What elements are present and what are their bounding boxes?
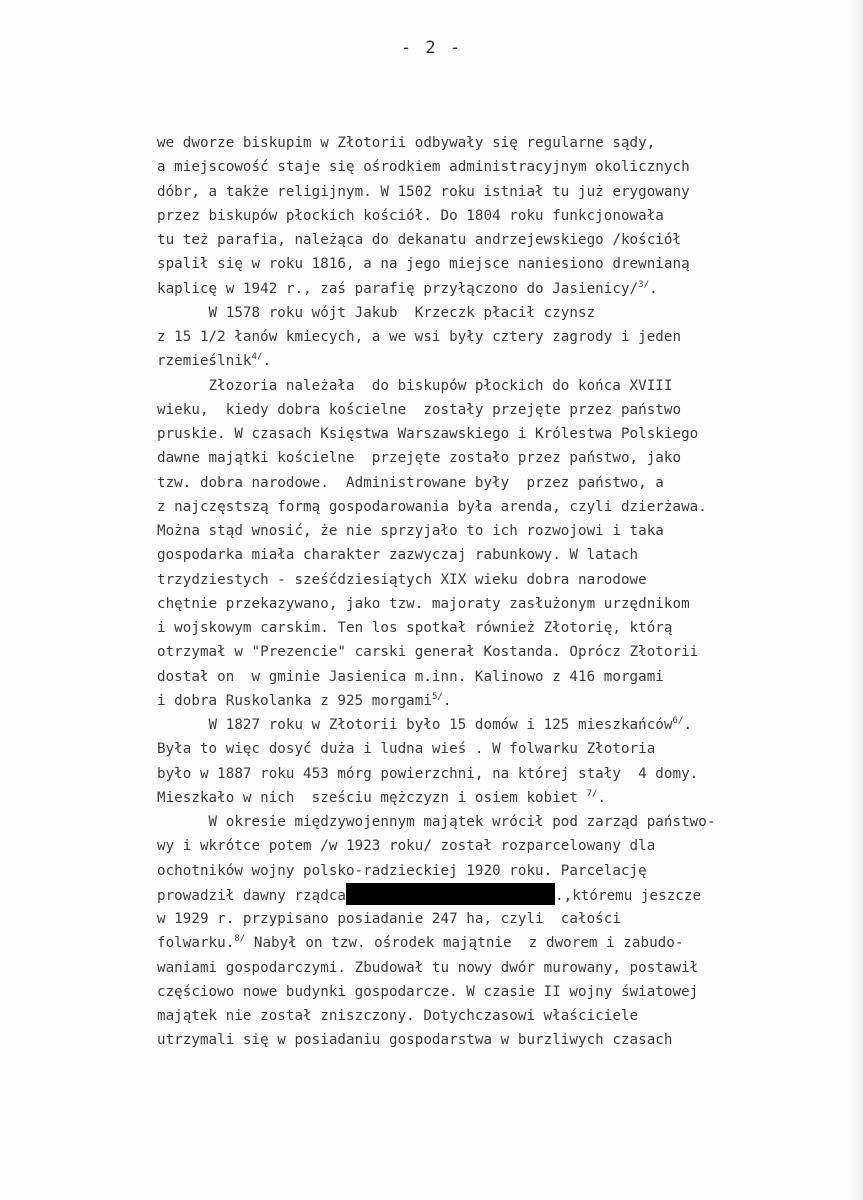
- page-number: - 2 -: [400, 38, 463, 58]
- text-line: [157, 398, 715, 422]
- line-text-after: .: [442, 692, 452, 709]
- footnote-ref: 5/: [431, 691, 443, 702]
- line-text: w 1929 r. przypisano posiadanie 247 ha, czyli całości: [157, 911, 621, 927]
- text-line: [157, 301, 715, 325]
- line-text: Można stąd wnosić, że nie sprzyjało to ich rozwojowi i taka: [157, 523, 664, 539]
- line-text: folwarku.: [157, 935, 235, 952]
- text-line: [157, 349, 715, 373]
- line-text: we dworze biskupim w Złotorii odbywały się regularne sądy,: [157, 135, 656, 151]
- line-text: Złozoria należała do biskupów płockich do końca XVIII: [157, 377, 673, 394]
- text-line: [157, 810, 715, 834]
- line-text: a miejscowość staje się ośrodkiem administracyjnym okolicznych: [157, 159, 690, 176]
- line-text: W 1578 roku wójt Jakub Krzeczk płacił czynsz: [157, 304, 596, 321]
- text-line: [157, 495, 715, 519]
- text-line: [157, 568, 715, 592]
- text-line: [157, 762, 715, 786]
- line-text: kaplicę w 1942 r., zaś parafię przyłączono do Jasienicy/: [157, 280, 639, 297]
- line-text-after: Nabył on tzw. ośrodek majątnie z dworem i zabudo-: [245, 935, 684, 952]
- text-line: [157, 519, 715, 543]
- line-text: tu też parafia, należąca do dekanatu andrzejewskiego /kościół: [157, 232, 682, 248]
- line-text: było w 1887 roku 453 mórg powierzchni, na której stały 4 domy.: [157, 765, 699, 782]
- text-line: [157, 883, 715, 907]
- line-text: wy i wkrótce potem /w 1923 roku/ został rozparcelowany dla: [157, 838, 656, 855]
- line-text: z najczęstszą formą gospodarowania była arenda, czyli dzierżawa.: [157, 498, 707, 515]
- line-text: trzydziestych - sześćdziesiątych XIX wieku dobra narodowe: [157, 571, 647, 588]
- text-line: [157, 786, 715, 810]
- text-line: [157, 713, 715, 737]
- text-line: [157, 228, 715, 252]
- footnote-ref: 6/: [672, 716, 684, 726]
- line-text: majątek nie został zniszczony. Dotychczasowi właściciele: [157, 1008, 639, 1024]
- line-text: otrzymał w "Prezencie" carski generał Kostanda. Oprócz Złotorii: [157, 644, 699, 661]
- text-line: [157, 859, 715, 883]
- text-line: [157, 131, 715, 155]
- line-text: prowadził dawny rządca: [157, 887, 347, 904]
- text-line: [157, 689, 715, 713]
- text-line: [157, 665, 715, 689]
- text-line: [157, 931, 715, 955]
- line-text: chętnie przekazywano, jako tzw. majoraty zasłużonym urzędnikom: [157, 595, 690, 612]
- text-line: [157, 277, 715, 301]
- text-line: [157, 1028, 715, 1052]
- line-text: Mieszkało w nich sześciu mężczyzn i osiem kobiet: [157, 789, 587, 806]
- text-line: [157, 155, 715, 179]
- page-edge-shadow: [849, 0, 863, 1200]
- text-line: [157, 980, 715, 1004]
- text-line: [157, 325, 715, 349]
- line-text: ochotników wojny polsko-radzieckiej 1920 roku. Parcelację: [157, 862, 647, 879]
- text-line: [157, 543, 715, 567]
- line-text: dawne majątki kościelne przejęte zostało przez państwo, jako: [157, 450, 682, 467]
- line-text-after: .: [597, 789, 607, 806]
- line-text: utrzymali się w posiadaniu gospodarstwa w burzliwych czasach: [157, 1032, 673, 1049]
- line-text: Była to więc dosyć duża i ludna wieś . W folwarku Złotoria: [157, 741, 656, 758]
- line-text: rzemieślnik: [157, 353, 252, 370]
- text-line: [157, 252, 715, 276]
- footnote-ref: 7/: [586, 788, 598, 799]
- text-line: [157, 204, 715, 228]
- line-text: spalił się w roku 1816, a na jego miejsce naniesiono drewnianą: [157, 256, 690, 273]
- line-text-after: .,któremu jeszcze: [555, 887, 702, 904]
- footnote-ref: 3/: [638, 279, 650, 290]
- line-text: dostał on w gminie Jasienica m.inn. Kalinowo z 416 morgami: [157, 668, 664, 685]
- line-text-after: .: [262, 353, 272, 370]
- line-text: i dobra Ruskolanka z 925 morgami: [157, 692, 432, 709]
- text-line: [157, 180, 715, 204]
- text-line: [157, 592, 715, 616]
- line-text: dóbr, a także religijnym. W 1502 roku istniał tu już erygowany: [157, 183, 690, 200]
- line-text-after: .: [683, 717, 693, 733]
- text-line: [157, 471, 715, 495]
- line-text: częściowo nowe budynki gospodarcze. W czasie II wojny światowej: [157, 983, 699, 1000]
- text-line: [157, 737, 715, 761]
- text-line: [157, 616, 715, 640]
- text-line: [157, 907, 715, 931]
- line-text: gospodarka miała charakter zazwyczaj rabunkowy. W latach: [157, 547, 639, 564]
- line-text: i wojskowym carskim. Ten los spotkał również Złotorię, którą: [157, 620, 673, 636]
- text-line: [157, 640, 715, 664]
- text-line: [157, 956, 715, 980]
- body-text: [157, 131, 715, 1053]
- redaction-bar: [346, 883, 555, 905]
- text-line: [157, 422, 715, 446]
- text-line: [157, 374, 715, 398]
- text-line: [157, 1004, 715, 1028]
- line-text: z 15 1/2 łanów kmiecych, a we wsi były cztery zagrody i jeden: [157, 329, 682, 345]
- footnote-ref: 8/: [234, 934, 246, 945]
- line-text: przez biskupów płockich kościół. Do 1804 roku funkcjonowała: [157, 207, 664, 224]
- line-text-after: .: [649, 280, 658, 297]
- line-text: W okresie międzywojennym majątek wrócił pod zarząd państwo-: [157, 814, 716, 830]
- footnote-ref: 4/: [251, 352, 263, 363]
- line-text: wieku, kiedy dobra kościelne zostały przejęte przez państwo: [157, 401, 682, 418]
- line-text: waniami gospodarczymi. Zbudował tu nowy dwór murowany, postawił: [157, 959, 699, 976]
- text-line: [157, 446, 715, 470]
- text-line: [157, 834, 715, 858]
- line-text: tzw. dobra narodowe. Administrowane były przez państwo, a: [157, 474, 664, 491]
- line-text: pruskie. W czasach Księstwa Warszawskiego i Królestwa Polskiego: [157, 426, 699, 442]
- line-text: W 1827 roku w Złotorii było 15 domów i 125 mieszkańców: [157, 717, 673, 733]
